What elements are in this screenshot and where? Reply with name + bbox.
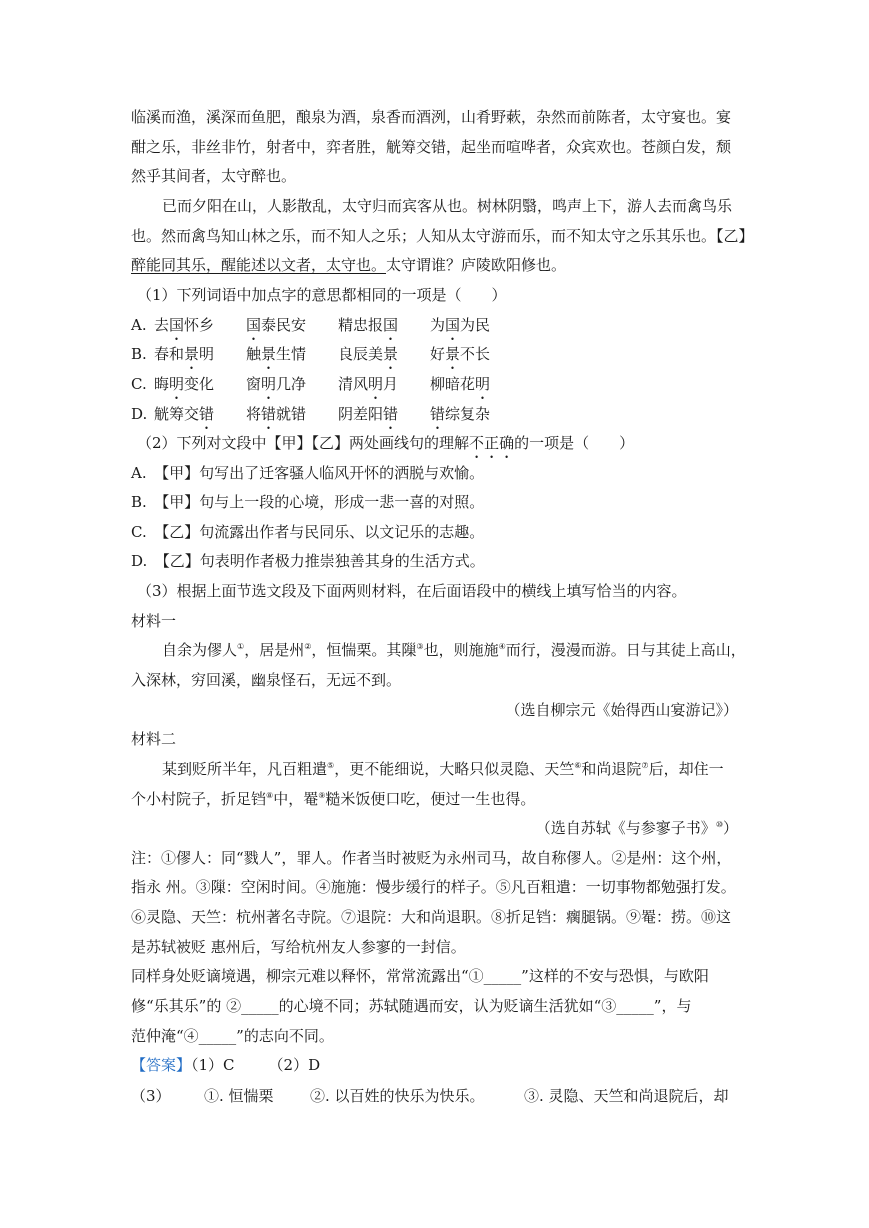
dotted-character: 错 [199,405,215,423]
q1-option-word: 去国怀乡 [154,316,215,334]
material-1-title: 材料一 [131,612,177,630]
q1-option-word: 将错就错 [246,405,307,423]
q1-option-word: 国泰民安 [246,316,307,334]
material-1-line: 自余为僇人①，居是州②，恒惴栗。其隟③也，则施施④而行，漫漫而游。日与其徒上高山， [162,641,746,659]
answer-label: 【答案】 [131,1056,192,1074]
passage-line: 然乎其间者，太守醉也。 [131,167,297,185]
q1-option-word: 清风明月 [338,375,399,393]
dotted-character: 明 [368,375,384,393]
dotted-character: 国 [246,316,262,334]
dotted-character: 国 [383,316,399,334]
q1-option-word: 觥筹交错 [154,405,215,423]
q1-option-letter: A. [131,316,147,334]
q1-stem: （1）下列词语中加点字的意思都相同的一项是（ ） [137,286,507,304]
q1-option-word: 良辰美景 [338,345,399,363]
dotted-character: 景 [383,345,399,363]
q1-option-word: 晦明变化 [154,375,215,393]
dotted-character: 明 [261,375,277,393]
q1-option-word: 错综复杂 [430,405,491,423]
passage-line: 酣之乐，非丝非竹，射者中，弈者胜，觥筹交错，起坐而喧哗者，众宾欢也。苍颜白发，颓 [131,138,732,156]
answer-3-item: ①. 恒惴栗 [204,1087,274,1105]
q2-option-d: D. 【乙】句表明作者极力推崇独善其身的生活方式。 [131,552,485,570]
dotted-character: 景 [261,345,277,363]
fill-in-line: 范仲淹“④_____”的志向不同。 [131,1027,334,1045]
material-2-line: 个小村院子，折足铛⑧中，罨⑨糙米饭便口吃，便过一生也得。 [131,790,536,808]
answer-line: 【答案】（1）C （2）D [131,1056,321,1074]
dotted-character: 明 [169,375,185,393]
q2-stem: （2）下列对文段中【甲】【乙】两处画线句的理解不正确的一项是（ ） [137,434,635,452]
q1-option-word: 为国为民 [430,316,491,334]
dotted-character: 错 [261,405,277,423]
passage-line: 临溪而渔，溪深而鱼肥，酿泉为酒，泉香而酒洌，山肴野蔌，杂然而前陈者，太守宴也。宴 [131,108,732,126]
q2-option-c: C. 【乙】句流露出作者与民同乐、以文记乐的志趣。 [131,523,485,541]
q1-option-word: 阴差阳错 [338,405,399,423]
q1-option-word: 精忠报国 [338,316,399,334]
note-line: 是苏轼被贬 惠州后，写给杭州友人参寥的一封信。 [131,938,466,956]
q1-option-word: 窗明几净 [246,375,307,393]
material-1-line: 入深林，穷回溪，幽泉怪石，无远不到。 [131,671,402,689]
note-line: ⑥灵隐、天竺：杭州著名寺院。⑦退院：大和尚退职。⑧折足铛：瘸腿锅。⑨罨：捞。⑩这 [131,908,732,926]
passage-line: 已而夕阳在山，人影散乱，太守归而宾客从也。树林阴翳，鸣声上下，游人去而禽鸟乐 [162,197,733,215]
dotted-character: 景 [445,345,461,363]
q1-option-word: 春和景明 [154,345,215,363]
dotted-character: 明 [475,375,491,393]
dotted-character: 错 [430,405,446,423]
q2-option-a: A. 【甲】句写出了迁客骚人临风开怀的洒脱与欢愉。 [131,464,485,482]
passage-line: 醉能同其乐，醒能述以文者，太守也。太守谓谁？庐陵欧阳修也。 [131,256,567,274]
q2-option-b: B. 【甲】句与上一段的心境，形成一悲一喜的对照。 [131,493,485,511]
q1-option-letter: B. [131,345,147,363]
answer-3-item: ②. 以百姓的快乐为快乐。 [310,1087,485,1105]
material-2-title: 材料二 [131,730,177,748]
fill-in-line: 修“乐其乐”的 ②_____的心境不同；苏轼随遇而安，认为贬谪生活犹如“③_____”，与 [131,997,692,1015]
dotted-character: 错 [383,405,399,423]
material-1-source: （选自柳宗元《始得西山宴游记》） [505,701,738,719]
dotted-character: 景 [184,345,200,363]
fill-in-line: 同样身处贬谪境遇，柳宗元难以释怀，常常流露出“①_____”这样的不安与恐惧，与欧阳 [131,967,709,985]
passage-line: 也。然而禽鸟知山林之乐，而不知人之乐；人知从太守游而乐，而不知太守之乐其乐也。【乙】 [131,227,754,245]
answer-3-item: ③. 灵隐、天竺和尚退院后，却 [524,1087,729,1105]
emphasis-dotted-text: 不正确 [469,434,515,452]
note-line: 注：①僇人：同“戮人”，罪人。作者当时被贬为永州司马，故自称僇人。②是州：这个州， [131,849,732,867]
q1-option-word: 好景不长 [430,345,491,363]
dotted-character: 国 [445,316,461,334]
material-2-line: 某到贬所半年，凡百粗遣⑤，更不能细说，大略只似灵隐、天竺⑥和尚退院⑦后，却住一 [162,760,724,778]
q1-option-word: 触景生情 [246,345,307,363]
q1-option-letter: C. [131,375,147,393]
dotted-character: 国 [169,316,185,334]
q1-option-letter: D. [131,405,148,423]
material-2-source: （选自苏轼《与参寥子书》⑩） [535,819,738,837]
underlined-sentence-yi: 醉能同其乐，醒能述以文者，太守也。 [131,256,387,274]
q1-option-word: 柳暗花明 [430,375,491,393]
q3-stem: （3）根据上面节选文段及下面两则材料，在后面语段中的横线上填写恰当的内容。 [137,582,687,600]
answer-3-number: （3） [131,1087,171,1105]
note-line: 指永 州。③隟：空闲时间。④施施：慢步缓行的样子。⑤凡百粗遣：一切事物都勉强打发。 [131,878,736,896]
